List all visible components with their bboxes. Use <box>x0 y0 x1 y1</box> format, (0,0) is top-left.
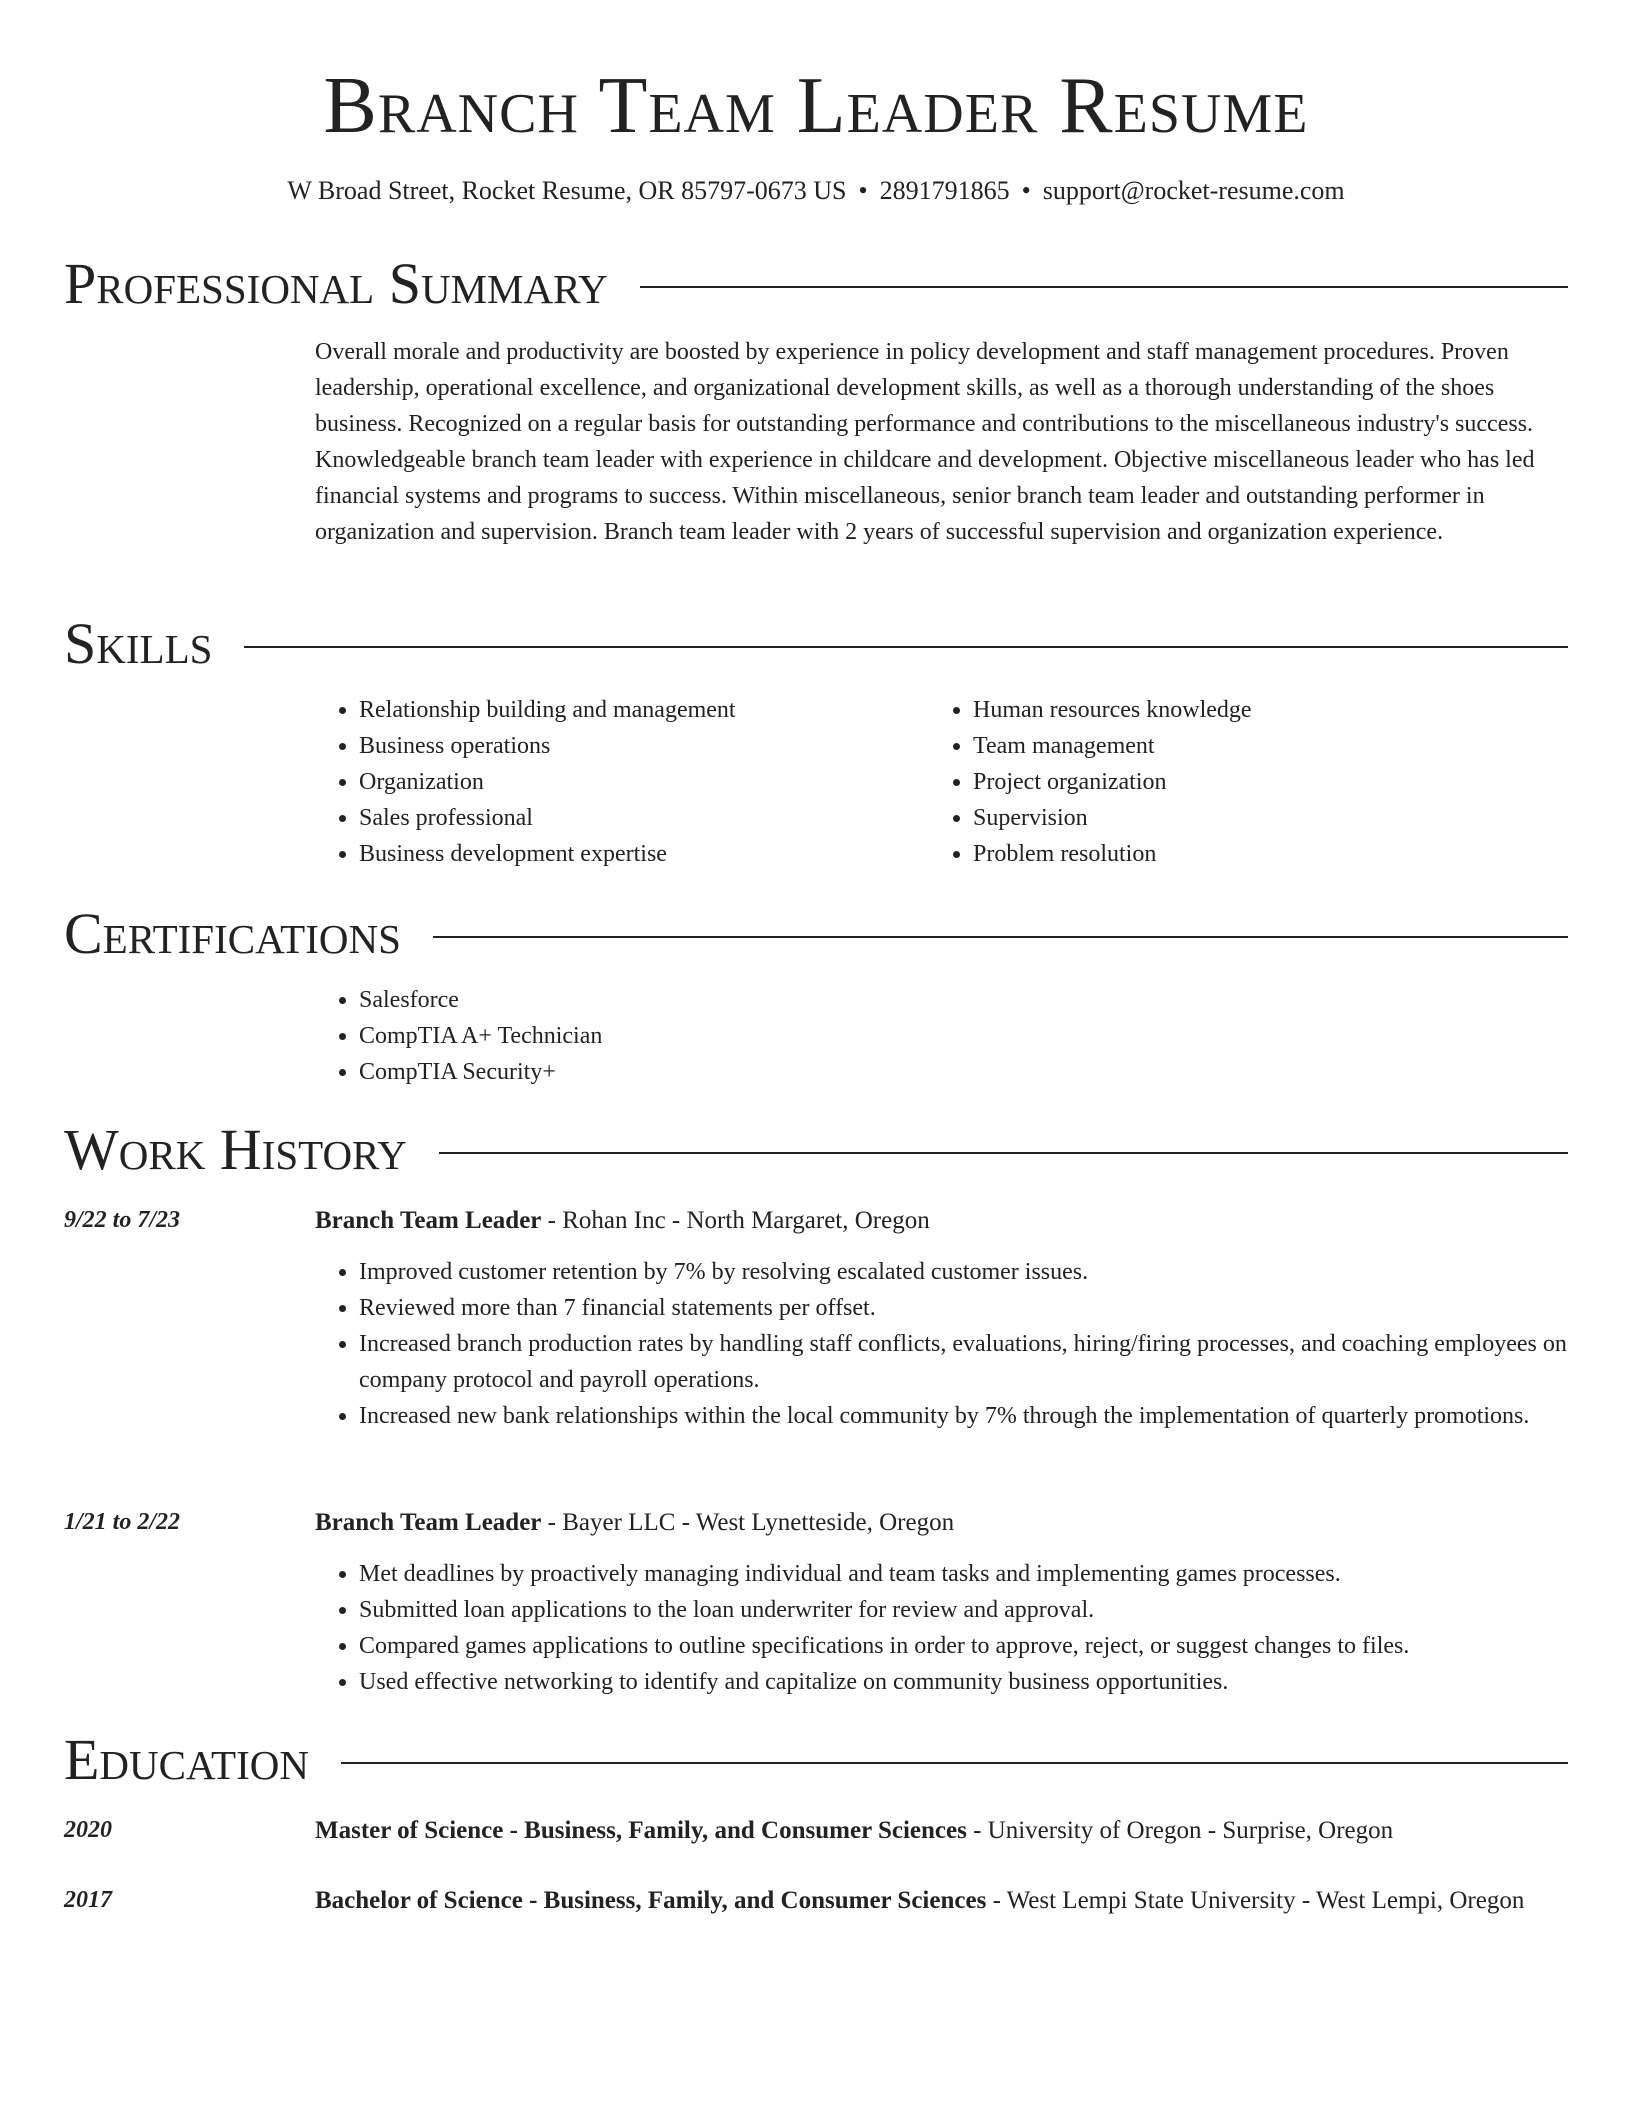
job-bullet: • Improved customer retention by 7% by resolving escalated customer issues. <box>359 1254 1568 1290</box>
education-content <box>315 1882 1568 1920</box>
job-employer: - Bayer LLC - West Lynetteside, Oregon <box>541 1509 955 1536</box>
skill-item: • Relationship building and management <box>359 692 736 728</box>
education-entry <box>64 1882 1568 1962</box>
skill-item: • Business development expertise <box>359 836 736 872</box>
skill-item: • Team management <box>973 728 1252 764</box>
skill-item: • Problem resolution <box>973 836 1252 872</box>
job-title: Branch Team Leader <box>315 1509 542 1536</box>
certifications-heading: Certifications <box>64 901 401 966</box>
contact-address: W Broad Street, Rocket Resume, OR 85797-0673 US <box>287 176 847 205</box>
job-bullet: • Compared games applications to outline specifications in order to approve, reject, or suggest changes to files. <box>359 1628 1568 1664</box>
job-content <box>315 1202 1568 1434</box>
resume-title: Branch Team Leader Resume <box>323 62 1309 150</box>
certifications-list <box>315 982 1568 1090</box>
education-section-header <box>64 1724 1568 1796</box>
education-entry <box>64 1812 1568 1852</box>
education-degree: Master of Science - Business, Family, and Consumer Sciences <box>315 1817 967 1844</box>
certification-item: • CompTIA A+ Technician <box>359 1018 1568 1054</box>
job-bullet: • Used effective networking to identify and capitalize on community business opportunities. <box>359 1664 1568 1700</box>
skill-item: • Supervision <box>973 800 1252 836</box>
job-bullet: • Increased branch production rates by handling staff conflicts, evaluations, hiring/firing processes, and coaching employees on company protocol and payroll operations. <box>359 1326 1568 1398</box>
contact-separator: • <box>1021 176 1031 205</box>
job-bullets <box>315 1254 1568 1434</box>
skills-section-header <box>64 608 1568 680</box>
skill-item: • Project organization <box>973 764 1252 800</box>
education-heading: Education <box>64 1727 309 1792</box>
contact-email[interactable]: support@rocket-resume.com <box>1042 176 1345 205</box>
job-title-line <box>315 1202 1568 1240</box>
skill-item: • Business operations <box>359 728 736 764</box>
education-school: - University of Oregon - Surprise, Oregon <box>966 1817 1394 1844</box>
work-history-heading: Work History <box>64 1117 407 1182</box>
section-divider <box>341 1762 1568 1764</box>
job-title: Branch Team Leader <box>315 1207 542 1234</box>
section-divider <box>439 1152 1568 1154</box>
section-divider <box>433 936 1568 938</box>
job-bullet: • Met deadlines by proactively managing individual and team tasks and implementing games processes. <box>359 1556 1568 1592</box>
job-bullet: • Increased new bank relationships within the local community by 7% through the implementation of quarterly promotions. <box>359 1398 1568 1434</box>
contact-separator: • <box>858 176 868 205</box>
skill-item: • Human resources knowledge <box>973 692 1252 728</box>
education-line <box>315 1812 1568 1850</box>
education-year: 2020 <box>64 1817 112 1843</box>
skills-heading: Skills <box>64 611 213 676</box>
job-employer: - Rohan Inc - North Margaret, Oregon <box>541 1207 930 1234</box>
skill-item: • Organization <box>359 764 736 800</box>
certification-item: • CompTIA Security+ <box>359 1054 1568 1090</box>
job-bullet: • Submitted loan applications to the loan underwriter for review and approval. <box>359 1592 1568 1628</box>
certification-item: • Salesforce <box>359 982 1568 1018</box>
contact-line <box>0 174 1632 208</box>
education-degree: Bachelor of Science - Business, Family, and Consumer Sciences <box>315 1887 987 1914</box>
skills-column-right <box>929 692 1252 872</box>
certifications-section-header <box>64 898 1568 970</box>
work-history-section-header <box>64 1114 1568 1186</box>
summary-text: Overall morale and productivity are boosted by experience in policy development and staff management procedures. Proven leadership, operational excellence, and organizational development skills, as well as a thorough understanding of the shoes business. Recognized on a regular basis for outstanding performance and contributions to the miscellaneous industry's success. Knowledgeable branch team leader with experience in childcare and development. Objective miscellaneous leader who has led financial systems and programs to success. Within miscellaneous, senior branch team leader and outstanding performer in organization and supervision. Branch team leader with 2 years of successful supervision and organization experience. <box>315 339 1535 545</box>
section-divider <box>244 646 1568 648</box>
job-entry <box>64 1202 1568 1472</box>
job-entry <box>64 1504 1568 1704</box>
section-divider <box>640 286 1568 288</box>
education-content <box>315 1812 1568 1850</box>
job-bullets <box>315 1556 1568 1700</box>
contact-phone[interactable]: 2891791865 <box>879 176 1010 205</box>
certifications-bullets <box>315 982 1568 1090</box>
education-line <box>315 1882 1568 1920</box>
job-dates: 1/21 to 2/22 <box>64 1509 181 1535</box>
job-dates: 9/22 to 7/23 <box>64 1207 181 1233</box>
skills-list <box>315 692 1568 882</box>
skill-item: • Sales professional <box>359 800 736 836</box>
job-content <box>315 1504 1568 1700</box>
summary-section-header <box>64 248 1568 320</box>
education-school: - West Lempi State University - West Lempi, Oregon <box>986 1887 1525 1914</box>
education-year: 2017 <box>64 1887 112 1913</box>
job-title-line <box>315 1504 1568 1542</box>
skills-column-left <box>315 692 736 872</box>
job-bullet: • Reviewed more than 7 financial statements per offset. <box>359 1290 1568 1326</box>
summary-heading: Professional Summary <box>64 251 608 316</box>
